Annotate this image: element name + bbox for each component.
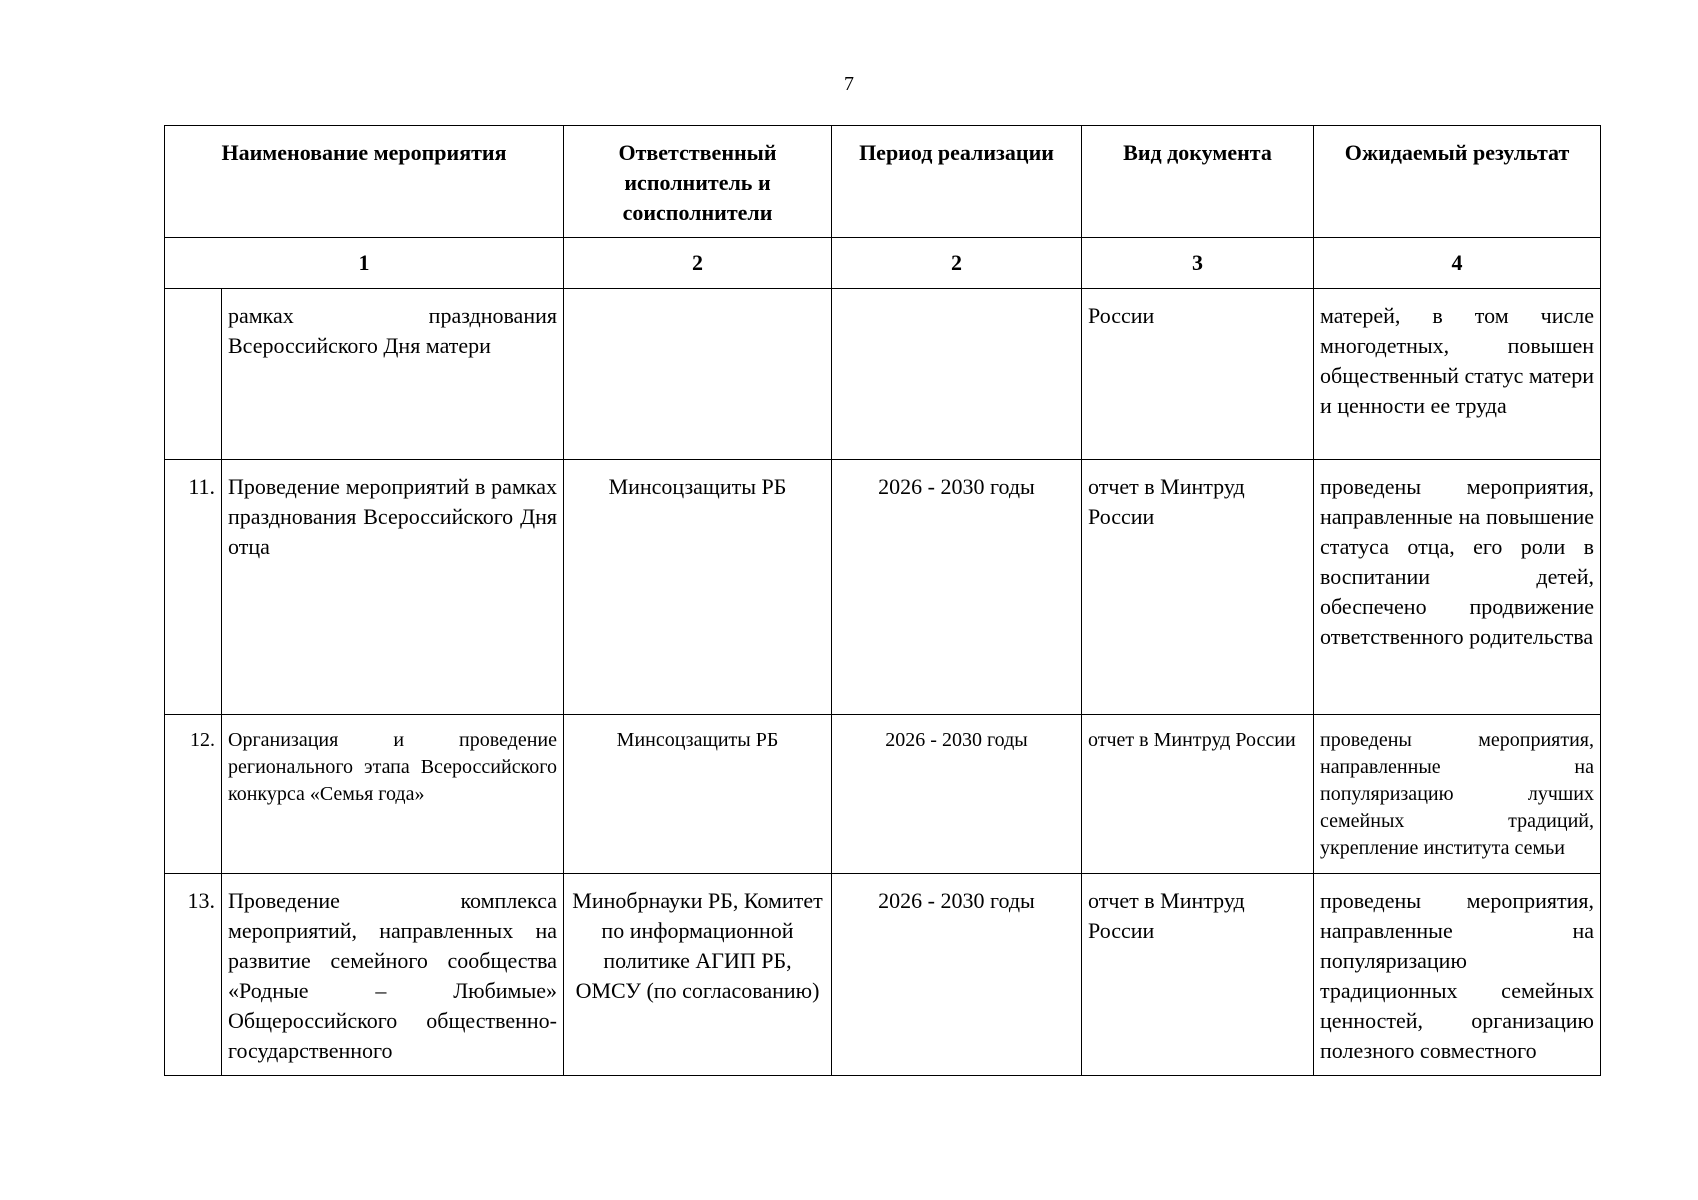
row-result: проведены мероприятия, направленные на популяризацию лучших семейных традиций, укрепление института семьи xyxy=(1314,715,1601,874)
column-number-executor: 2 xyxy=(564,238,832,289)
header-period: Период реализации xyxy=(832,126,1082,238)
row-executor: Минсоцзащиты РБ xyxy=(564,715,832,874)
row-event-name: Проведение мероприятий в рамках празднования Всероссийского Дня отца xyxy=(222,460,564,715)
row-doc-type: России xyxy=(1082,289,1314,460)
row-number: 11. xyxy=(165,460,222,715)
table-row xyxy=(165,874,1601,1076)
row-number: 12. xyxy=(165,715,222,874)
row-doc-type: отчет в Минтруд России xyxy=(1082,874,1314,1076)
row-result: проведены мероприятия, направленные на популяризацию традиционных семейных ценностей, организацию полезного совместного xyxy=(1314,874,1601,1076)
column-number-result: 4 xyxy=(1314,238,1601,289)
row-executor xyxy=(564,289,832,460)
header-executor: Ответственный исполнитель и соисполнители xyxy=(564,126,832,238)
header-result: Ожидаемый результат xyxy=(1314,126,1601,238)
row-result: матерей, в том числе многодетных, повышен общественный статус матери и ценности ее труда xyxy=(1314,289,1601,460)
column-number-period: 2 xyxy=(832,238,1082,289)
table-row xyxy=(165,289,1601,460)
row-result: проведены мероприятия, направленные на повышение статуса отца, его роли в воспитании детей, обеспечено продвижение ответственного родительства xyxy=(1314,460,1601,715)
row-number: 13. xyxy=(165,874,222,1076)
header-name: Наименование мероприятия xyxy=(165,126,564,238)
table-header-row xyxy=(165,126,1601,238)
row-number xyxy=(165,289,222,460)
row-period: 2026 - 2030 годы xyxy=(832,715,1082,874)
row-event-name: рамках празднования Всероссийского Дня матери xyxy=(222,289,564,460)
table-row xyxy=(165,460,1601,715)
row-period xyxy=(832,289,1082,460)
page-number: 7 xyxy=(844,73,854,95)
row-event-name: Организация и проведение регионального этапа Всероссийского конкурса «Семья года» xyxy=(222,715,564,874)
column-number-doc-type: 3 xyxy=(1082,238,1314,289)
row-period: 2026 - 2030 годы xyxy=(832,460,1082,715)
row-event-name: Проведение комплекса мероприятий, направленных на развитие семейного сообщества «Родные – Любимые» Общероссийского общественно-государственного xyxy=(222,874,564,1076)
row-executor: Минобрнауки РБ, Комитет по информационной политике АГИП РБ, ОМСУ (по согласованию) xyxy=(564,874,832,1076)
row-doc-type: отчет в Минтруд России xyxy=(1082,460,1314,715)
row-doc-type: отчет в Минтруд России xyxy=(1082,715,1314,874)
row-period: 2026 - 2030 годы xyxy=(832,874,1082,1076)
column-number-name: 1 xyxy=(165,238,564,289)
header-doc-type: Вид документа xyxy=(1082,126,1314,238)
column-number-row xyxy=(165,238,1601,289)
events-table xyxy=(164,125,1601,1076)
table-row xyxy=(165,715,1601,874)
row-executor: Минсоцзащиты РБ xyxy=(564,460,832,715)
